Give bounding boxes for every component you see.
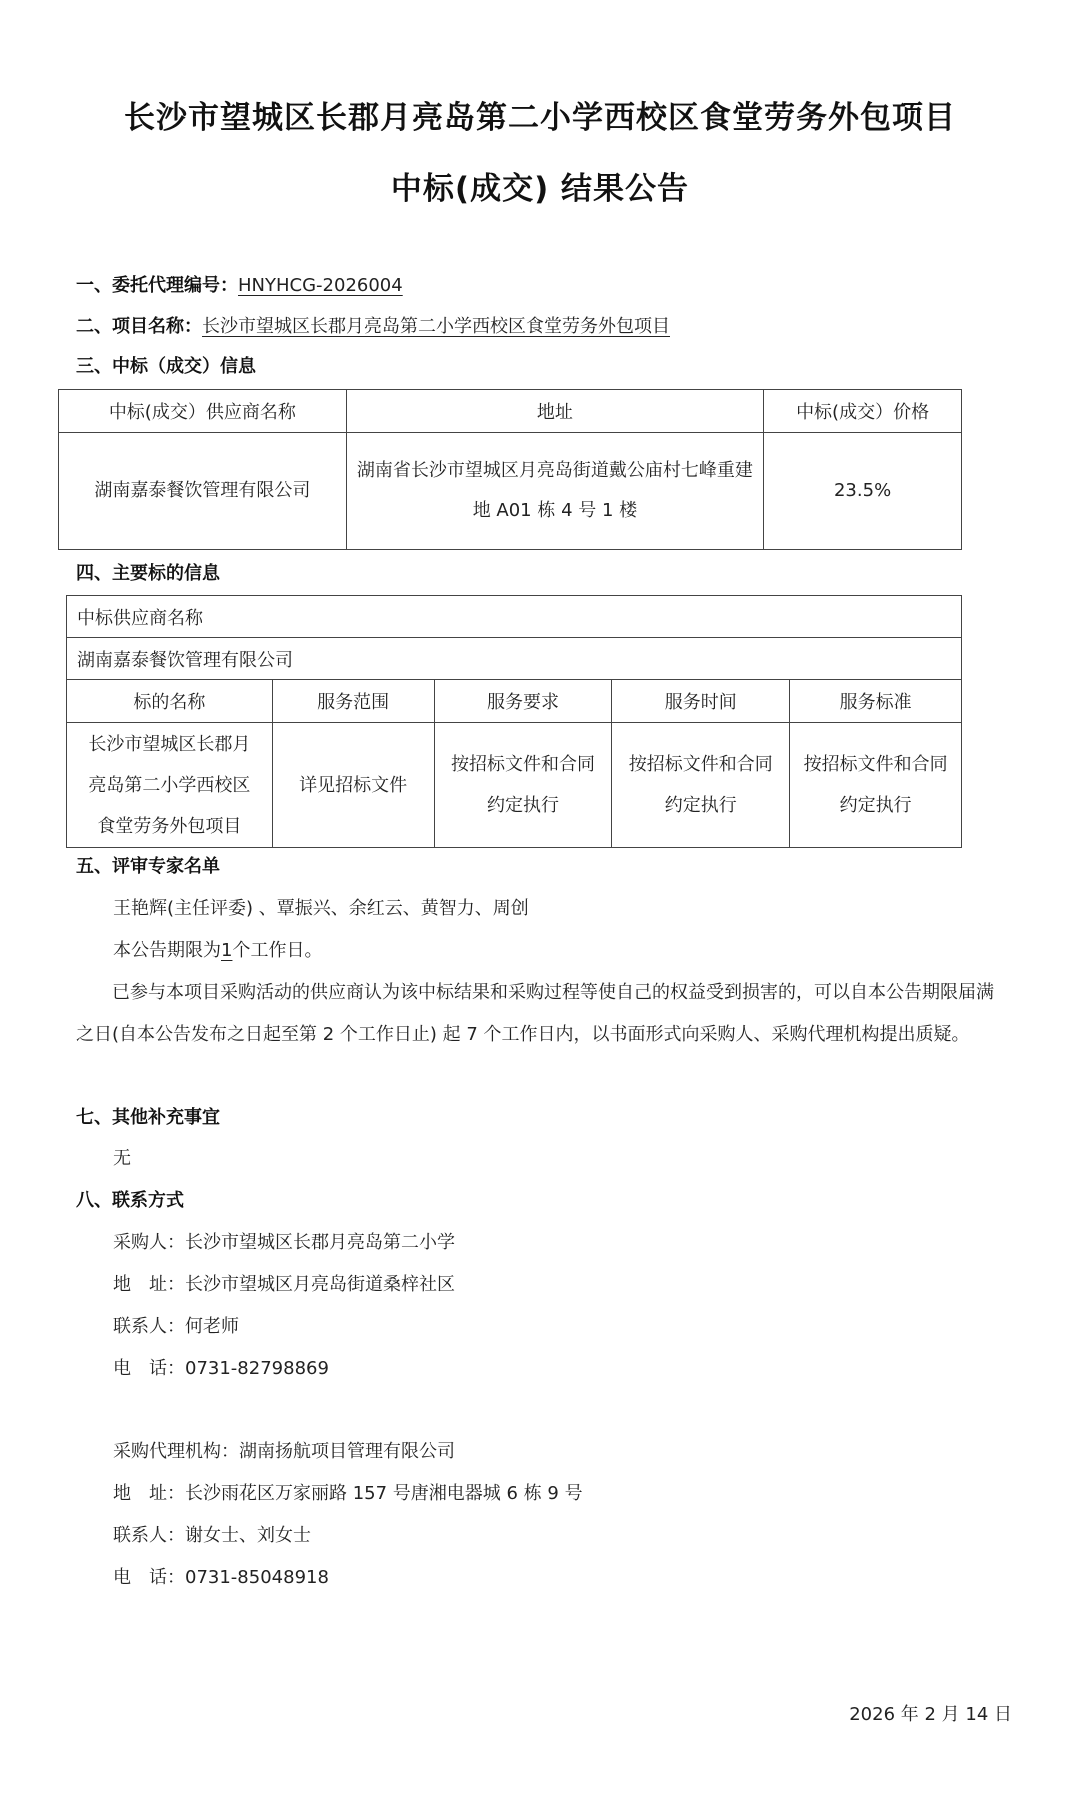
agency-phone-value: 0731-85048918 [185,1567,329,1588]
header-requirement: 服务要求 [434,680,612,723]
main-item-info-table [66,595,962,848]
header-time: 服务时间 [612,680,790,723]
table-row [67,596,962,638]
cell-time [612,723,790,848]
project-name-value: 长沙市望城区长郡月亮岛第二小学西校区食堂劳务外包项目 [202,316,670,337]
address-line1: 湖南省长沙市望城区月亮岛街道戴公庙村七峰重建 [356,460,753,481]
table-row [59,433,962,550]
notice-period [113,937,322,965]
table-row [67,638,962,680]
requirement-line1: 按招标文件和合同 [450,754,595,775]
cell-item-name [67,723,273,848]
buyer-contact-label: 联系人： [113,1316,185,1337]
buyer-phone-value: 0731-82798869 [185,1358,329,1379]
item-name-line3: 食堂劳务外包项目 [97,815,242,837]
section8-label: 八、联系方式 [76,1190,184,1211]
agency-address-label: 地 址： [113,1483,185,1504]
item-name-line2: 亮岛第二小学西校区 [88,774,251,796]
agency-label: 采购代理机构： [113,1441,239,1462]
header-supplier: 中标(成交）供应商名称 [59,390,347,433]
supplier-name-label: 中标供应商名称 [67,596,962,638]
agency-contact-value: 谢女士、刘女士 [185,1525,311,1546]
header-standard: 服务标准 [790,680,962,723]
supplier-name-value: 湖南嘉泰餐饮管理有限公司 [67,638,962,680]
agency-address-value: 长沙雨花区万家丽路 157 号唐湘电器城 6 栋 9 号 [185,1483,583,1504]
publish-date: 2026 年 2 月 14 日 [849,1704,1012,1725]
buyer-line [113,1229,455,1257]
agency-phone-line [113,1564,329,1592]
agency-value: 湖南扬航项目管理有限公司 [239,1441,455,1462]
period-suffix: 个工作日。 [232,940,323,961]
buyer-contact-value: 何老师 [185,1316,239,1337]
buyer-address-value: 长沙市望城区月亮岛街道桑梓社区 [185,1274,455,1295]
address-line2: 地 A01 栋 4 号 1 楼 [472,500,638,521]
buyer-contact-line [113,1313,239,1341]
buyer-address-line [113,1271,455,1299]
cell-standard [790,723,962,848]
table-header-row [67,680,962,723]
section-project-name [76,313,670,341]
buyer-phone-label: 电 话： [113,1358,185,1379]
agency-phone-label: 电 话： [113,1567,185,1588]
requirement-line2: 约定执行 [486,795,559,816]
win-result-table [58,389,962,550]
cell-scope: 详见招标文件 [272,723,434,848]
agency-address-line [113,1480,583,1508]
cell-requirement [434,723,612,848]
table-row [67,723,962,848]
agency-number-value: HNYHCG-2026004 [238,275,403,296]
header-item-name: 标的名称 [67,680,273,723]
header-price: 中标(成交）价格 [764,390,962,433]
header-address: 地址 [346,390,764,433]
section7-label: 七、其他补充事宜 [76,1107,220,1128]
buyer-label: 采购人： [113,1232,185,1253]
section5-label: 五、评审专家名单 [76,856,220,877]
agency-contact-line [113,1522,311,1550]
header-scope: 服务范围 [272,680,434,723]
table-header-row [59,390,962,433]
supplementary-value: 无 [113,1148,131,1169]
time-line1: 按招标文件和合同 [628,754,773,775]
section4-label: 四、主要标的信息 [76,563,220,584]
objection-notice: 已参与本项目采购活动的供应商认为该中标结果和采购过程等使自己的权益受到损害的，可以自本公告期限届满之日(自本公告发布之日起至第 2 个工作日止) 起 7 个工作日内，以书面形式向采购人、采购代理机构提出质疑。 [76,982,994,1045]
section3-label: 三、中标（成交）信息 [76,356,256,377]
section-agency-number [76,272,403,300]
section2-label: 二、项目名称： [76,316,202,337]
document-title-line1: 长沙市望城区长郡月亮岛第二小学西校区食堂劳务外包项目 [124,100,956,136]
cell-address [346,433,764,550]
period-days: 1 [221,940,233,961]
period-prefix: 本公告期限为 [113,940,221,961]
buyer-address-label: 地 址： [113,1274,185,1295]
agency-line [113,1438,455,1466]
cell-supplier: 湖南嘉泰餐饮管理有限公司 [59,433,347,550]
section1-label: 一、委托代理编号： [76,275,238,296]
agency-contact-label: 联系人： [113,1525,185,1546]
buyer-value: 长沙市望城区长郡月亮岛第二小学 [185,1232,455,1253]
standard-line1: 按招标文件和合同 [803,754,948,775]
cell-price: 23.5% [764,433,962,550]
time-line2: 约定执行 [664,795,737,816]
standard-line2: 约定执行 [839,795,912,816]
item-name-line1: 长沙市望城区长郡月 [88,733,251,755]
buyer-phone-line [113,1355,329,1383]
expert-list: 王艳辉(主任评委) 、覃振兴、余红云、黄智力、周创 [113,898,529,919]
document-title-line2: 中标(成交) 结果公告 [390,171,690,207]
